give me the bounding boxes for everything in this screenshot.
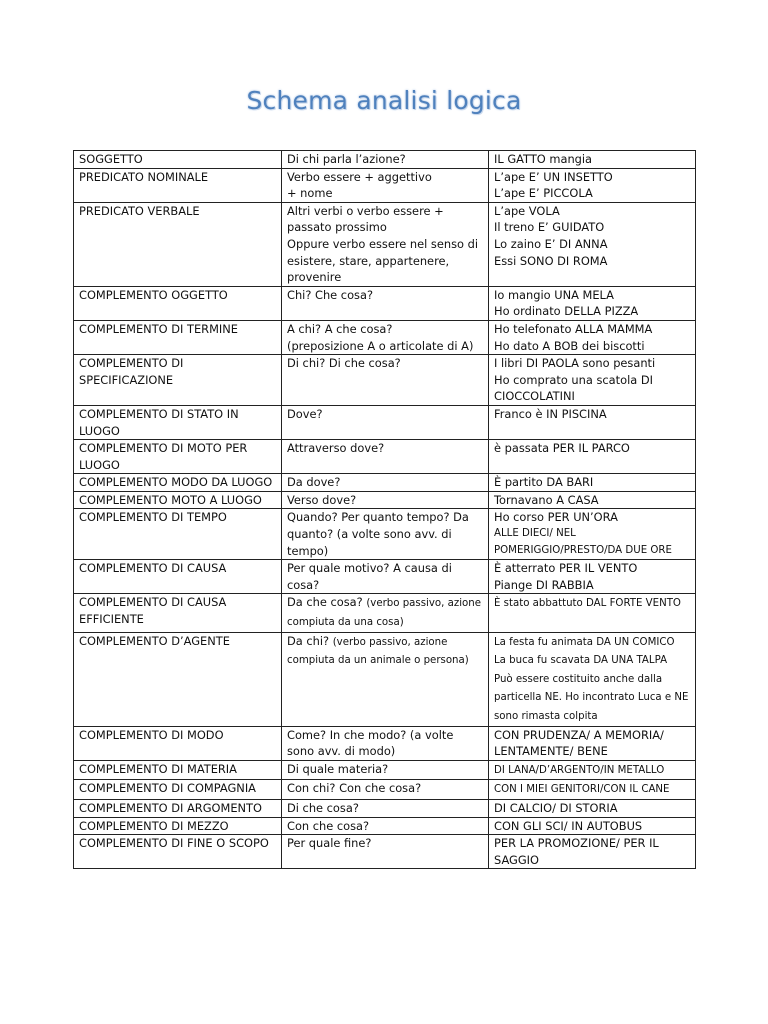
example-cell	[489, 151, 696, 169]
term-cell	[74, 286, 282, 320]
question-cell	[282, 817, 489, 835]
question-cell	[282, 474, 489, 492]
table-row	[74, 491, 696, 509]
example-cell	[489, 726, 696, 760]
question-cell	[282, 632, 489, 726]
question-text: Da che cosa?	[287, 595, 363, 610]
analysis-table	[73, 150, 696, 869]
example-text: CON PRUDENZA/ A MEMORIA/ LENTAMENTE/ BENE	[494, 727, 664, 759]
question-text: Da chi?	[287, 633, 330, 648]
question-text: Quando? Per quanto tempo? Da quanto? (a volte sono avv. di tempo)	[287, 510, 469, 558]
table-row	[74, 726, 696, 760]
question-cell	[282, 405, 489, 439]
example-cell	[489, 509, 696, 560]
question-cell	[282, 202, 489, 286]
question-cell	[282, 151, 489, 169]
question-text: Di quale materia?	[287, 761, 389, 776]
table-row	[74, 799, 696, 817]
example-text: La festa fu animata DA UN COMICO La buca fu scavata DA UNA TALPA Può essere costituito anche dalla particella NE. Ho incontrato Luca e NE sono rimasta colpita	[494, 636, 689, 722]
example-text: L’ape E’ UN INSETTO L’ape E’ PICCOLA	[494, 169, 613, 201]
example-cell	[489, 594, 696, 632]
example-text: DI CALCIO/ DI STORIA	[494, 800, 618, 815]
term-text: COMPLEMENTO DI FINE O SCOPO	[79, 836, 269, 851]
term-cell	[74, 799, 282, 817]
example-cell	[489, 760, 696, 780]
question-text: Di chi? Di che cosa?	[287, 356, 401, 371]
question-cell	[282, 594, 489, 632]
example-cell	[489, 355, 696, 406]
term-text: COMPLEMENTO OGGETTO	[79, 287, 228, 302]
example-cell	[489, 440, 696, 474]
table-row	[74, 509, 696, 560]
question-text: Verbo essere + aggettivo + nome	[287, 169, 432, 201]
question-text: A chi? A che cosa? (preposizione A o articolate di A)	[287, 321, 474, 353]
term-cell	[74, 560, 282, 594]
question-cell	[282, 286, 489, 320]
table-row	[74, 780, 696, 800]
term-text: PREDICATO VERBALE	[79, 203, 200, 218]
term-cell	[74, 168, 282, 202]
question-text: Per quale motivo? A causa di cosa?	[287, 561, 452, 592]
term-text: COMPLEMENTO DI COMPAGNIA	[79, 781, 256, 796]
table-row	[74, 835, 696, 869]
term-text: COMPLEMENTO MODO DA LUOGO	[79, 475, 273, 490]
question-cell	[282, 560, 489, 594]
term-cell	[74, 355, 282, 406]
table-row	[74, 168, 696, 202]
question-text: Con chi? Con che cosa?	[287, 781, 422, 796]
term-text: COMPLEMENTO DI STATO IN LUOGO	[79, 406, 239, 438]
question-text: Per quale fine?	[287, 836, 372, 851]
example-text: L’ape VOLA Il treno E’ GUIDATO Lo zaino E’ DI ANNA Essi SONO DI ROMA	[494, 203, 608, 268]
question-cell	[282, 780, 489, 800]
term-cell	[74, 202, 282, 286]
example-cell	[489, 320, 696, 354]
term-cell	[74, 835, 282, 869]
question-text: Altri verbi o verbo essere + passato prossimo Oppure verbo essere nel senso di esistere, stare, appartenere, provenire	[287, 203, 478, 285]
question-cell	[282, 320, 489, 354]
example-cell	[489, 474, 696, 492]
example-text: PER LA PROMOZIONE/ PER IL SAGGIO	[494, 836, 659, 867]
term-text: COMPLEMENTO DI SPECIFICAZIONE	[79, 356, 184, 387]
question-text: (verbo passivo, azione compiuta da una cosa)	[287, 598, 481, 629]
term-text: COMPLEMENTO DI TERMINE	[79, 321, 238, 336]
question-text: Da dove?	[287, 475, 341, 490]
question-cell	[282, 491, 489, 509]
term-cell	[74, 151, 282, 169]
term-cell	[74, 491, 282, 509]
table-row	[74, 632, 696, 726]
table-row	[74, 320, 696, 354]
example-text: È partito DA BARI	[494, 475, 594, 490]
term-text: COMPLEMENTO DI TEMPO	[79, 510, 227, 525]
example-cell	[489, 491, 696, 509]
term-cell	[74, 632, 282, 726]
example-text: È stato abbattuto DAL FORTE VENTO	[494, 598, 681, 610]
example-text: Io mangio UNA MELA Ho ordinato DELLA PIZZA	[494, 287, 639, 319]
question-cell	[282, 440, 489, 474]
question-text: Di chi parla l’azione?	[287, 152, 406, 166]
term-text: COMPLEMENTO DI MOTO PER LUOGO	[79, 441, 248, 472]
question-text: Verso dove?	[287, 492, 357, 507]
term-cell	[74, 440, 282, 474]
table-row	[74, 594, 696, 632]
table-row	[74, 405, 696, 439]
term-cell	[74, 760, 282, 780]
term-text: COMPLEMENTO DI CAUSA	[79, 561, 227, 576]
question-cell	[282, 168, 489, 202]
table-row	[74, 817, 696, 835]
example-cell	[489, 405, 696, 439]
table-row	[74, 474, 696, 492]
example-text: IL GATTO mangia	[494, 152, 593, 166]
term-text: COMPLEMENTO D’AGENTE	[79, 633, 230, 648]
question-text: Chi? Che cosa?	[287, 287, 373, 302]
question-text: Di che cosa?	[287, 800, 359, 815]
question-cell	[282, 509, 489, 560]
question-cell	[282, 355, 489, 406]
example-text: Franco è IN PISCINA	[494, 406, 607, 421]
term-cell	[74, 320, 282, 354]
term-cell	[74, 817, 282, 835]
example-cell	[489, 835, 696, 869]
example-text: è passata PER IL PARCO	[494, 441, 630, 456]
example-cell	[489, 560, 696, 594]
example-text: DI LANA/D’ARGENTO/IN METALLO	[494, 764, 665, 776]
example-text: CON GLI SCI/ IN AUTOBUS	[494, 818, 643, 833]
example-text: Tornavano A CASA	[494, 492, 599, 507]
term-cell	[74, 780, 282, 800]
table-row	[74, 202, 696, 286]
example-cell	[489, 168, 696, 202]
example-cell	[489, 817, 696, 835]
term-text: COMPLEMENTO MOTO A LUOGO	[79, 492, 262, 507]
term-text: COMPLEMENTO DI MATERIA	[79, 761, 237, 776]
question-text: (verbo passivo, azione compiuta da un animale o persona)	[287, 636, 469, 667]
question-cell	[282, 799, 489, 817]
example-cell	[489, 632, 696, 726]
table-row	[74, 760, 696, 780]
term-cell	[74, 594, 282, 632]
term-text: SOGGETTO	[79, 152, 143, 166]
table-row	[74, 440, 696, 474]
example-text: È atterrato PER IL VENTO Piange DI RABBIA	[494, 561, 638, 592]
term-cell	[74, 405, 282, 439]
question-text: Dove?	[287, 406, 323, 421]
table-row	[74, 560, 696, 594]
term-text: COMPLEMENTO DI MEZZO	[79, 818, 229, 833]
term-text: COMPLEMENTO DI MODO	[79, 727, 224, 742]
example-cell	[489, 780, 696, 800]
example-cell	[489, 799, 696, 817]
question-cell	[282, 835, 489, 869]
example-text: Ho corso PER UN’ORA	[494, 510, 618, 525]
example-text: I libri DI PAOLA sono pesanti Ho comprato una scatola DI CIOCCOLATINI	[494, 356, 656, 404]
term-text: COMPLEMENTO DI CAUSA EFFICIENTE	[79, 595, 227, 627]
example-cell	[489, 202, 696, 286]
term-cell	[74, 474, 282, 492]
example-cell	[489, 286, 696, 320]
term-text: COMPLEMENTO DI ARGOMENTO	[79, 800, 262, 815]
example-text: CON I MIEI GENITORI/CON IL CANE	[494, 784, 670, 796]
example-text: Ho telefonato ALLA MAMMA Ho dato A BOB dei biscotti	[494, 321, 653, 353]
table-row	[74, 151, 696, 169]
question-cell	[282, 726, 489, 760]
table-row	[74, 355, 696, 406]
question-cell	[282, 760, 489, 780]
example-text: ALLE DIECI/ NEL POMERIGGIO/PRESTO/DA DUE ORE	[494, 528, 672, 556]
question-text: Attraverso dove?	[287, 441, 385, 456]
term-cell	[74, 726, 282, 760]
table-row	[74, 286, 696, 320]
term-text: PREDICATO NOMINALE	[79, 169, 209, 184]
question-text: Come? In che modo? (a volte sono avv. di modo)	[287, 727, 454, 759]
question-text: Con che cosa?	[287, 818, 370, 833]
term-cell	[74, 509, 282, 560]
page-title: Schema analisi logica	[246, 86, 522, 115]
